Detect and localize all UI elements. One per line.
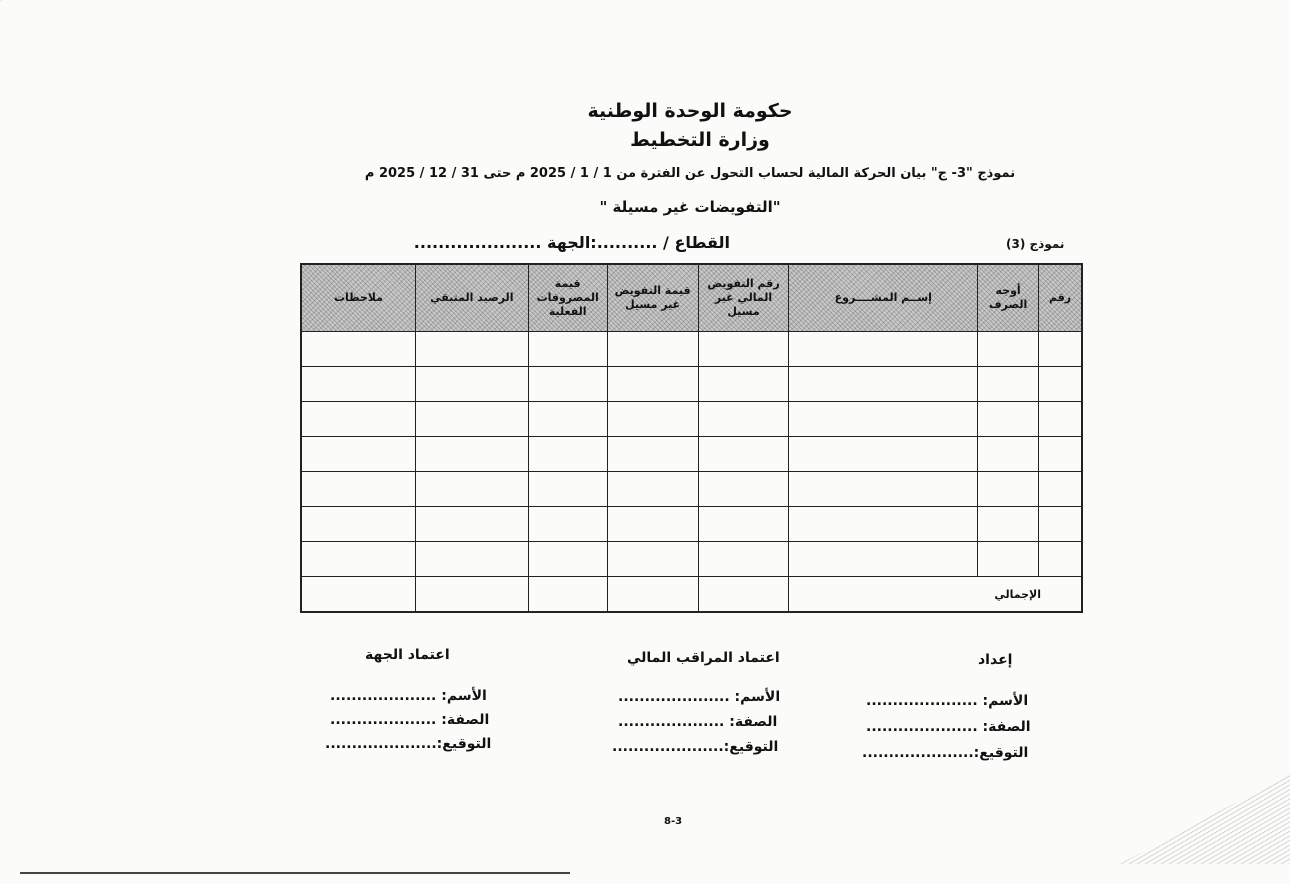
table-row [301,367,1082,402]
page-number: 8-3 [664,816,683,827]
table-row [301,472,1082,507]
col-authorization-number: رقم التفويض المالي غير مسيل [698,264,789,332]
form-subtitle: "التفويضات غير مسيلة " [599,198,781,216]
prepared-position: الصفة: ..................... [866,719,1031,735]
entity-signature: التوقيع:..................... [325,736,492,752]
controller-position: الصفة: .................... [618,714,778,730]
prepared-name: الأسم: ..................... [866,693,1029,709]
col-actual-expenses: قيمة المصروفات الفعلية [528,264,607,332]
col-notes: ملاحظات [301,264,415,332]
table-row [301,507,1082,542]
total-row [301,577,1082,613]
table-row [301,402,1082,437]
entity-title: اعتماد الجهة [365,647,450,663]
prepared-signature: التوقيع:..................... [862,745,1029,761]
form-title: نموذج "3- ج" بيان الحركة المالية لحساب التحول عن الفترة من 1 / 1 / 2025 م حتى 31 / 12 / 2025 م [364,166,1016,181]
scan-shadow [1120,774,1290,864]
table-row [301,542,1082,577]
government-title: حكومة الوحدة الوطنية [587,100,793,122]
sector-entity-line: القطاع / ..........:الجهة ..................... [413,233,730,252]
prepared-title: إعداد [978,652,1013,668]
total-label: الإجمالي [789,577,1082,613]
form-reference: نموذج (3) [1006,237,1065,251]
table-row [301,332,1082,367]
ministry-title: وزارة التخطيط [630,129,770,151]
controller-signature: التوقيع:..................... [612,739,779,755]
table-row [301,437,1082,472]
table-header-row [301,264,1082,332]
scan-mark [0,0,135,55]
col-project-name: إســم المشــــروع [789,264,978,332]
col-expense-type: أوجه الصرف [978,264,1039,332]
col-number: رقم [1039,264,1082,332]
entity-name: الأسم: .................... [330,688,487,704]
col-remaining-balance: الرصيد المتبقي [415,264,528,332]
financial-movement-table [300,263,1083,613]
controller-name: الأسم: ..................... [618,689,781,705]
bottom-rule [20,872,570,874]
controller-title: اعتماد المراقب المالي [627,650,780,666]
col-authorization-value: قيمة التفويض غير مسيل [607,264,698,332]
entity-position: الصفة: .................... [330,712,490,728]
